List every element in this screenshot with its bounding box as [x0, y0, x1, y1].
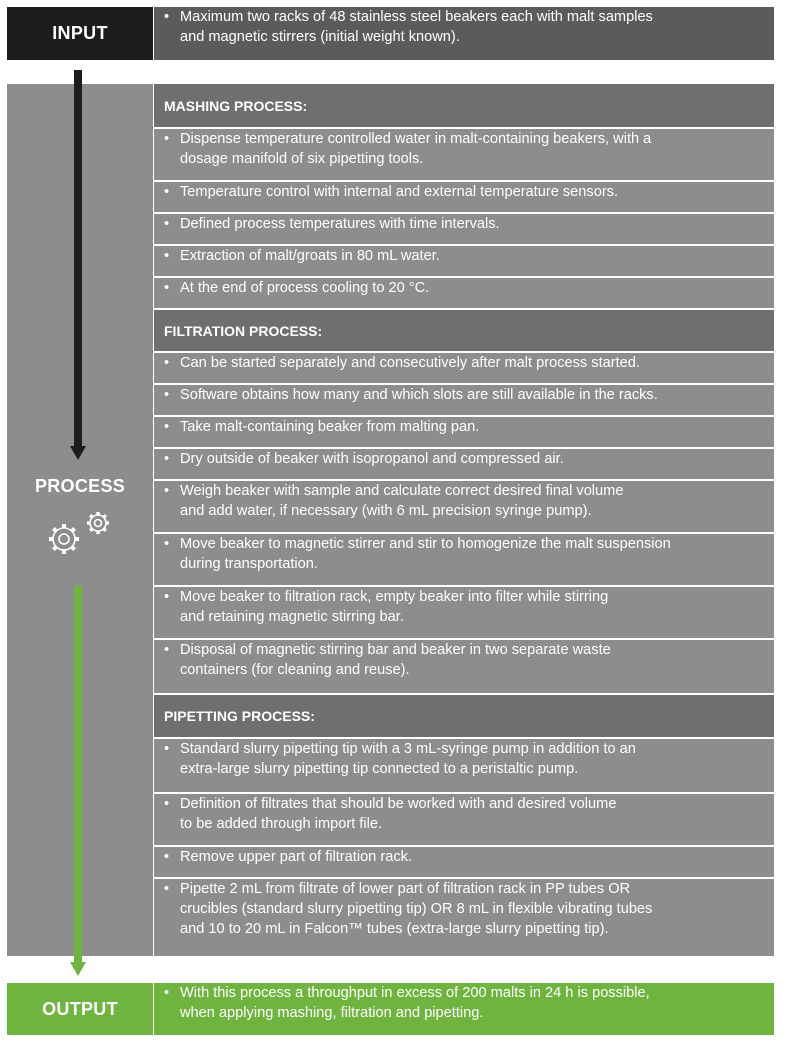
- input-line: Maximum two racks of 48 stainless steel beakers each with malt samples: [180, 9, 653, 25]
- list-item: • Definition of filtrates that should be worked with and desired volume to be added through import file.: [154, 794, 774, 845]
- input-description: • Maximum two racks of 48 stainless steel beakers each with malt samples and magnetic stirrers (initial weight known).: [154, 7, 774, 60]
- item-line: Dry outside of beaker with isopropanol and compressed air.: [180, 451, 564, 467]
- item-line: Defined process temperatures with time intervals.: [180, 216, 500, 232]
- item-line: crucibles (standard slurry pipetting tip) OR 8 mL in flexible vibrating tubes: [180, 901, 653, 917]
- input-label: INPUT: [7, 7, 153, 60]
- item-line: Take malt-containing beaker from malting pan.: [180, 419, 480, 435]
- output-line: when applying mashing, filtration and pipetting.: [180, 1005, 484, 1021]
- list-item: • Disposal of magnetic stirring bar and beaker in two separate waste containers (for cleaning and reuse).: [154, 640, 774, 693]
- output-line: With this process a throughput in excess of 200 malts in 24 h is possible,: [180, 985, 650, 1001]
- list-item: • Pipette 2 mL from filtrate of lower part of filtration rack in PP tubes OR crucibles (standard slurry pipetting tip) OR 8 mL in flexible vibrating tubes and 10 to 20 mL in Falcon™ tubes (extra-large slurry pipetting tip).: [154, 879, 774, 956]
- list-item: • Defined process temperatures with time intervals.: [154, 214, 774, 244]
- item-line: dosage manifold of six pipetting tools.: [180, 151, 424, 167]
- list-item: • Temperature control with internal and external temperature sensors.: [154, 182, 774, 212]
- list-item: • Move beaker to filtration rack, empty beaker into filter while stirring and retaining magnetic stirring bar.: [154, 587, 774, 638]
- section-heading: MASHING PROCESS:: [154, 84, 774, 127]
- item-line: extra-large slurry pipetting tip connected to a peristaltic pump.: [180, 761, 579, 777]
- item-line: Move beaker to filtration rack, empty beaker into filter while stirring: [180, 589, 609, 605]
- item-line: Definition of filtrates that should be worked with and desired volume: [180, 796, 617, 812]
- list-item: • At the end of process cooling to 20 °C.: [154, 278, 774, 308]
- item-line: Remove upper part of filtration rack.: [180, 849, 412, 865]
- output-description: • With this process a throughput in excess of 200 malts in 24 h is possible, when applying mashing, filtration and pipetting.: [154, 983, 774, 1035]
- item-line: during transportation.: [180, 556, 318, 572]
- list-item: • Dispense temperature controlled water in malt-containing beakers, with a dosage manifold of six pipetting tools.: [154, 129, 774, 180]
- down-arrow-icon: [70, 70, 86, 460]
- item-line: Weigh beaker with sample and calculate correct desired final volume: [180, 483, 624, 499]
- gears-icon: [40, 505, 124, 561]
- item-line: Dispense temperature controlled water in malt-containing beakers, with a: [180, 131, 652, 147]
- list-item: • Move beaker to magnetic stirrer and stir to homogenize the malt suspension during transportation.: [154, 534, 774, 585]
- section-heading: PIPETTING PROCESS:: [154, 695, 774, 737]
- item-line: Can be started separately and consecutively after malt process started.: [180, 355, 640, 371]
- item-line: containers (for cleaning and reuse).: [180, 662, 410, 678]
- list-item: • Remove upper part of filtration rack.: [154, 847, 774, 877]
- list-item: • Dry outside of beaker with isopropanol and compressed air.: [154, 449, 774, 479]
- down-arrow-icon: [70, 586, 86, 976]
- item-line: and retaining magnetic stirring bar.: [180, 609, 404, 625]
- list-item: • Software obtains how many and which slots are still available in the racks.: [154, 385, 774, 415]
- item-line: Disposal of magnetic stirring bar and beaker in two separate waste: [180, 642, 611, 658]
- list-item: • Take malt-containing beaker from malting pan.: [154, 417, 774, 447]
- item-line: Temperature control with internal and external temperature sensors.: [180, 184, 619, 200]
- item-line: to be added through import file.: [180, 816, 383, 832]
- item-line: Move beaker to magnetic stirrer and stir to homogenize the malt suspension: [180, 536, 671, 552]
- item-line: Standard slurry pipetting tip with a 3 mL-syringe pump in addition to an: [180, 741, 636, 757]
- process-label: PROCESS: [34, 475, 126, 496]
- list-item: • Standard slurry pipetting tip with a 3 mL-syringe pump in addition to an extra-large slurry pipetting tip connected to a peristaltic pump.: [154, 739, 774, 792]
- item-line: Pipette 2 mL from filtrate of lower part of filtration rack in PP tubes OR: [180, 881, 631, 897]
- item-line: At the end of process cooling to 20 °C.: [180, 280, 430, 296]
- input-line: and magnetic stirrers (initial weight known).: [180, 29, 460, 45]
- list-item: • Extraction of malt/groats in 80 mL water.: [154, 246, 774, 276]
- section-heading: FILTRATION PROCESS:: [154, 310, 774, 351]
- list-item: • Weigh beaker with sample and calculate correct desired final volume and add water, if necessary (with 6 mL precision syringe pump).: [154, 481, 774, 532]
- item-line: Software obtains how many and which slots are still available in the racks.: [180, 387, 658, 403]
- item-line: and 10 to 20 mL in Falcon™ tubes (extra-large slurry pipetting tip).: [180, 921, 609, 937]
- item-line: and add water, if necessary (with 6 mL precision syringe pump).: [180, 503, 592, 519]
- output-label: OUTPUT: [7, 983, 153, 1035]
- item-line: Extraction of malt/groats in 80 mL water.: [180, 248, 440, 264]
- list-item: • Can be started separately and consecutively after malt process started.: [154, 353, 774, 383]
